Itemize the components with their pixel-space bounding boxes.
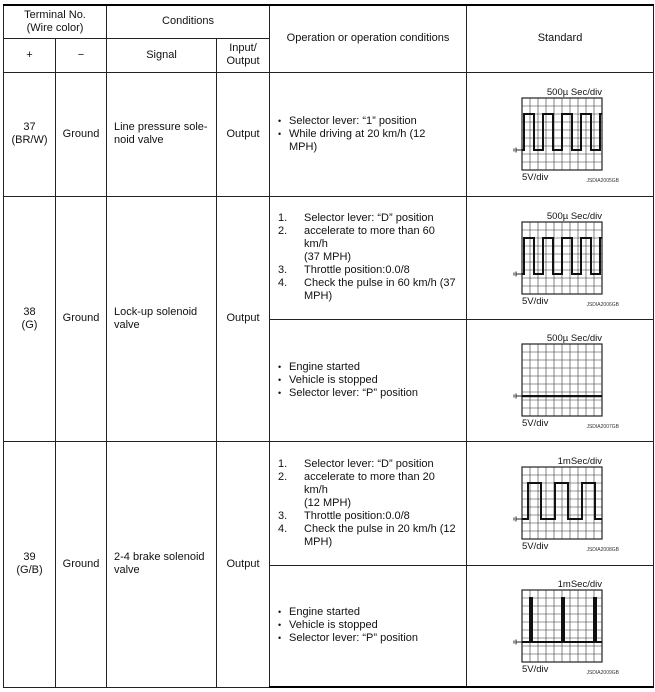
step-line: (12 MPH) — [304, 496, 352, 509]
standard-cell — [467, 72, 654, 196]
step-line: Throttle position:0.0/8 — [304, 509, 410, 522]
terminal-spec-table — [3, 4, 654, 688]
ground-cell: Ground — [56, 196, 107, 441]
timebase-label: 1mSec/div — [557, 456, 603, 467]
signal-line: valve — [114, 318, 140, 331]
oscilloscope-waveform — [500, 208, 620, 308]
timebase-label: 500µ Sec/div — [546, 87, 603, 98]
step-text — [304, 471, 456, 510]
ground-symbol-icon — [514, 271, 522, 276]
step-line: Selector lever: “D” position — [304, 457, 434, 470]
step-line: MPH) — [304, 535, 333, 548]
terminal-number: 38 — [23, 305, 36, 318]
bullet-item: • Vehicle is stopped — [278, 619, 456, 632]
terminal-no-label: Terminal No. — [24, 8, 86, 21]
terminal-number: 39 — [23, 551, 36, 563]
step-line: MPH) — [304, 290, 333, 302]
wire-color: (BR/W) — [11, 134, 48, 146]
condition-bullets — [270, 606, 462, 645]
terminal-cell — [4, 441, 56, 687]
bullet-item: • Selector lever: “P” position — [278, 632, 456, 645]
oscilloscope-waveform — [500, 453, 620, 553]
oscilloscope-waveform — [500, 576, 620, 676]
table-row — [4, 72, 654, 196]
terminal-header — [4, 5, 107, 38]
ground-cell: Ground — [56, 441, 107, 687]
step-number: 2. — [278, 470, 288, 483]
operation-cell — [270, 441, 467, 565]
ground-symbol-icon — [514, 394, 522, 399]
step-item — [278, 510, 456, 523]
figure-id: JSDIA2007GB — [586, 424, 620, 430]
input-label: Input/ — [229, 42, 257, 54]
step-line: Check the pulse in 20 km/h (12 — [304, 522, 456, 535]
condition-bullets — [270, 115, 462, 154]
output-label: Output — [226, 55, 260, 67]
volt-label: 5V/div — [522, 172, 549, 183]
bullet-item: • Selector lever: “P” position — [278, 387, 456, 400]
step-text — [304, 277, 456, 303]
ground-symbol-icon — [514, 517, 522, 522]
step-item — [278, 264, 456, 277]
waveform-trace — [522, 238, 602, 274]
step-number: 1. — [278, 457, 288, 470]
step-item — [278, 212, 456, 225]
figure-id: JSDIA2006GB — [586, 301, 620, 308]
plus-header: + — [4, 38, 56, 72]
step-text — [304, 212, 456, 225]
operation-cell — [270, 319, 467, 441]
operation-cell — [270, 565, 467, 687]
terminal-cell — [4, 196, 56, 441]
io-cell: Output — [217, 441, 270, 687]
signal-cell — [107, 196, 217, 441]
terminal-number: 37 — [23, 121, 36, 133]
minus-header: − — [56, 38, 107, 72]
condition-bullets — [270, 361, 462, 400]
timebase-label: 1mSec/div — [557, 578, 603, 590]
timebase-label: 500µ Sec/div — [546, 333, 603, 344]
signal-cell — [107, 72, 217, 196]
waveform-trace — [522, 114, 602, 150]
signal-line: Lock-up solenoid — [114, 305, 198, 318]
condition-steps — [270, 458, 462, 549]
ground-symbol-icon — [514, 148, 522, 153]
standard-cell — [467, 196, 654, 319]
volt-label: 5V/div — [522, 418, 549, 429]
bullet-item: • While driving at 20 km/h (12 MPH) — [278, 128, 456, 154]
io-cell: Output — [217, 72, 270, 196]
volt-label: 5V/div — [522, 541, 549, 552]
condition-steps — [270, 212, 462, 303]
step-number: 1. — [278, 212, 288, 224]
step-number: 4. — [278, 277, 288, 289]
ground-cell: Ground — [56, 72, 107, 196]
figure-id: JSDIA2008GB — [586, 547, 620, 553]
step-number: 3. — [278, 264, 288, 276]
bullet-item: • Vehicle is stopped — [278, 374, 456, 387]
step-text — [304, 264, 456, 277]
wire-color: (G) — [21, 318, 38, 331]
signal-header: Signal — [107, 38, 217, 72]
signal-line: noid valve — [114, 134, 164, 146]
terminal-cell — [4, 72, 56, 196]
figure-id: JSDIA2005GB — [586, 178, 620, 184]
operation-header: Operation or operation conditions — [270, 5, 467, 72]
standard-cell — [467, 441, 654, 565]
step-item — [278, 458, 456, 471]
oscilloscope-waveform — [500, 84, 620, 184]
standard-cell — [467, 565, 654, 687]
step-number: 3. — [278, 509, 288, 522]
operation-cell — [270, 72, 467, 196]
figure-id: JSDIA2009GB — [586, 669, 620, 676]
step-number: 2. — [278, 225, 288, 237]
step-line: Check the pulse in 60 km/h (37 — [304, 277, 456, 289]
oscilloscope-waveform — [500, 330, 620, 430]
step-line: accelerate to more than 60 km/h — [304, 225, 435, 250]
volt-label: 5V/div — [522, 663, 549, 675]
step-item — [278, 225, 456, 264]
conditions-header: Conditions — [107, 5, 270, 38]
step-line: Selector lever: “D” position — [304, 212, 434, 224]
timebase-label: 500µ Sec/div — [546, 210, 603, 222]
bullet-item: • Engine started — [278, 361, 456, 374]
step-text — [304, 225, 456, 264]
step-item — [278, 471, 456, 510]
signal-line: valve — [114, 564, 140, 576]
step-number: 4. — [278, 522, 288, 535]
io-cell: Output — [217, 196, 270, 441]
step-line: (37 MPH) — [304, 251, 352, 263]
step-item — [278, 523, 456, 549]
io-header — [217, 38, 270, 72]
wire-color-label: (Wire color) — [26, 21, 84, 34]
signal-line: 2-4 brake solenoid — [114, 551, 205, 563]
table-row — [4, 441, 654, 565]
standard-header: Standard — [467, 5, 654, 72]
step-text — [304, 510, 456, 523]
step-line: Throttle position:0.0/8 — [304, 264, 410, 276]
ground-symbol-icon — [514, 639, 522, 644]
signal-line: Line pressure sole- — [114, 121, 208, 133]
step-item — [278, 277, 456, 303]
bullet-item: • Selector lever: “1” position — [278, 115, 456, 128]
table-row — [4, 196, 654, 319]
standard-cell — [467, 319, 654, 441]
operation-cell — [270, 196, 467, 319]
bullet-item: • Engine started — [278, 606, 456, 619]
step-text — [304, 523, 456, 549]
signal-cell — [107, 441, 217, 687]
step-text — [304, 458, 456, 471]
step-line: accelerate to more than 20 km/h — [304, 470, 435, 496]
volt-label: 5V/div — [522, 295, 549, 307]
wire-color: (G/B) — [16, 564, 43, 576]
